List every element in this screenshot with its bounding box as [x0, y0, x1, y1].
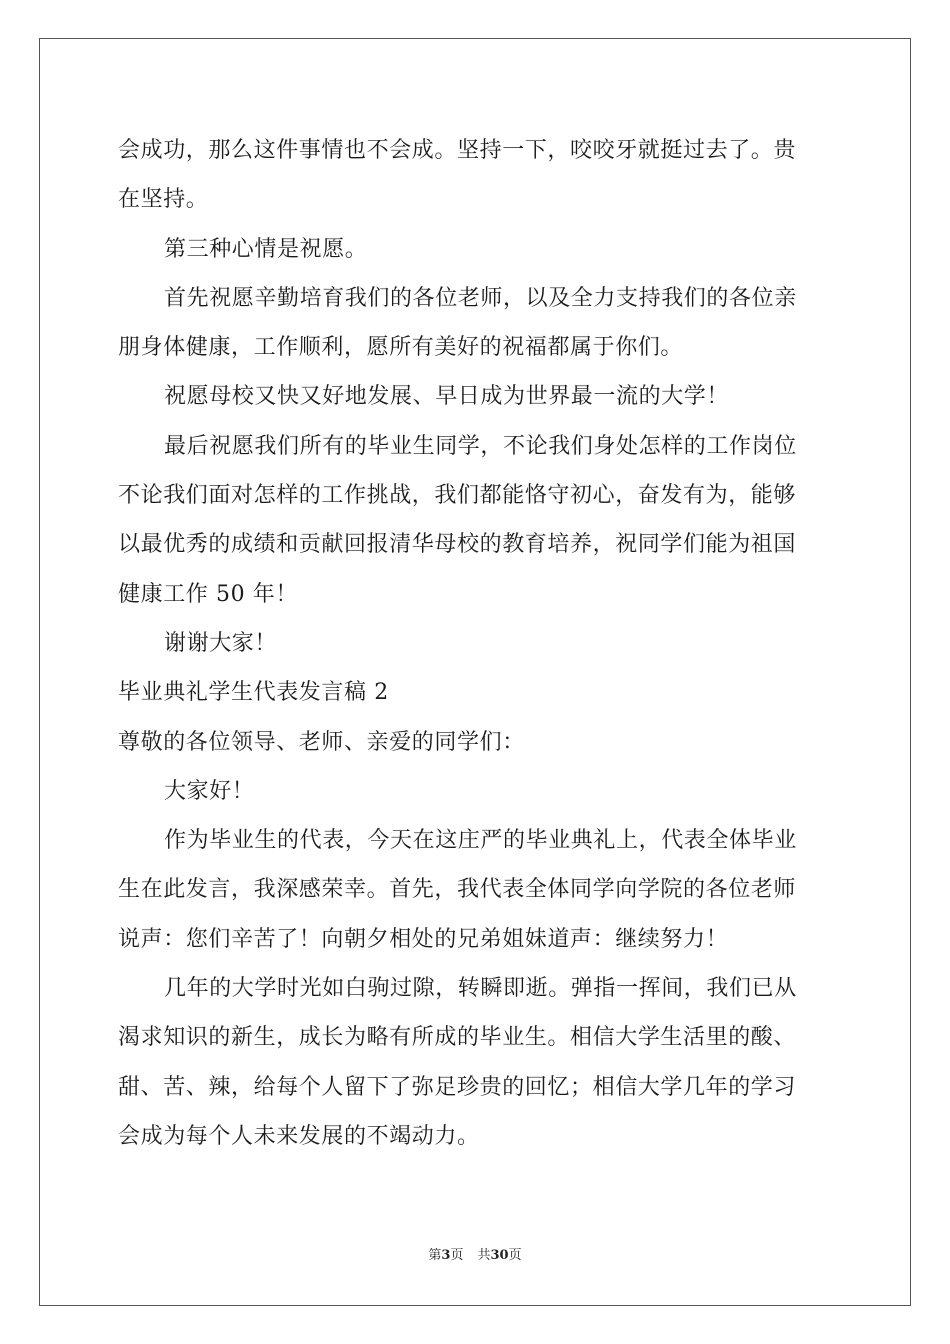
text-line: 以最优秀的成绩和贡献回报清华母校的教育培养，祝同学们能为祖国 — [118, 532, 797, 558]
text-line: 在坚持。 — [118, 187, 209, 213]
text-line: 尊敬的各位领导、老师、亲爱的同学们： — [118, 729, 525, 755]
text-line: 最后祝愿我们所有的毕业生同学，不论我们身处怎样的工作岗位 — [164, 433, 797, 459]
text-line: 第三种心情是祝愿。 — [164, 236, 368, 262]
text-line: 不论我们面对怎样的工作挑战，我们都能恪守初心，奋发有为，能够 — [118, 483, 797, 509]
page-footer — [0, 1246, 950, 1266]
text-line: 渴求知识的新生，成长为略有所成的毕业生。相信大学生活里的酸、 — [118, 1025, 797, 1051]
text-line: 几年的大学时光如白驹过隙，转瞬即逝。弹指一挥间，我们已从 — [164, 976, 797, 1002]
text-line: 祝愿母校又快又好地发展、早日成为世界最一流的大学！ — [164, 384, 730, 410]
document-body — [118, 126, 838, 1161]
text-line: 会成功，那么这件事情也不会成。坚持一下，咬咬牙就挺过去了。贵 — [118, 138, 797, 163]
text-line: 说声：您们辛苦了！向朝夕相处的兄弟姐妹道声：继续努力！ — [118, 926, 729, 952]
page-label-prefix: 第 — [428, 1248, 442, 1263]
text-line: 首先祝愿辛勤培育我们的各位老师，以及全力支持我们的各位亲 — [164, 285, 797, 311]
total-pages-number: 30 — [490, 1248, 509, 1263]
text-line: 作为毕业生的代表，今天在这庄严的毕业典礼上，代表全体毕业 — [164, 828, 797, 854]
current-page-number: 3 — [441, 1248, 451, 1263]
text-line: 大家好！ — [164, 778, 255, 804]
text-line: 朋身体健康，工作顺利，愿所有美好的祝福都属于你们。 — [118, 335, 684, 361]
total-label-prefix: 共 — [477, 1248, 491, 1263]
text-line: 会成为每个人未来发展的不竭动力。 — [118, 1123, 480, 1149]
text-line: 毕业典礼学生代表发言稿 2 — [118, 680, 389, 706]
page-label-suffix: 页 — [450, 1248, 464, 1263]
text-line: 甜、苦、辣，给每个人留下了弥足珍贵的回忆；相信大学几年的学习 — [118, 1074, 797, 1100]
total-label-suffix: 页 — [508, 1248, 522, 1263]
text-line: 生在此发言，我深感荣幸。首先，我代表全体同学向学院的各位老师 — [118, 877, 797, 903]
text-line: 谢谢大家！ — [164, 630, 278, 656]
text-line: 健康工作 50 年！ — [118, 581, 298, 607]
